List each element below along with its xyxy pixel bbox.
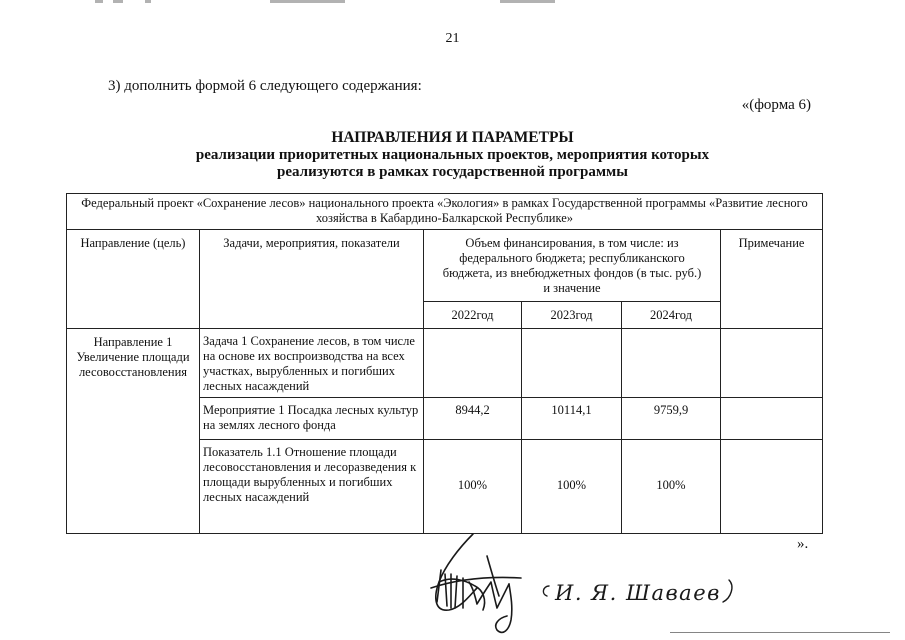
year-header-2022: 2022год xyxy=(424,301,522,328)
form-reference: «(форма 6) xyxy=(741,97,811,113)
table-row xyxy=(67,328,823,397)
scan-header-remnant xyxy=(95,0,555,6)
activity-cell: Мероприятие 1 Посадка лесных культур на землях лесного фонда xyxy=(200,397,424,439)
value-cell-2022 xyxy=(424,328,522,397)
value-cell-2023: 100% xyxy=(522,439,622,533)
indicator-cell: Показатель 1.1 Отношение площади лесовосстановления и лесоразведения к площади вырубленных и погибших лесных насаждений xyxy=(200,439,424,533)
table-row-project xyxy=(67,194,823,230)
note-cell xyxy=(721,439,823,533)
parameters-table xyxy=(66,193,823,534)
value-cell-2023 xyxy=(522,328,622,397)
title-subheading-line2: реализуются в рамках государственной программы xyxy=(277,164,628,180)
year-header-2023: 2023год xyxy=(522,301,622,328)
svg-text:И. Я. Шаваев: И. Я. Шаваев xyxy=(555,581,721,605)
value-cell-2022: 8944,2 xyxy=(424,397,522,439)
value-cell-2024: 9759,9 xyxy=(622,397,721,439)
column-header-funding: Объем финансирования, в том числе: из федерального бюджета; республиканского бюджета, из внебюджетных фондов (в тыс. руб.) и значение xyxy=(424,229,721,301)
value-cell-2022: 100% xyxy=(424,439,522,533)
table-header-row xyxy=(67,229,823,301)
column-header-note: Примечание xyxy=(721,229,823,328)
year-header-2024: 2024год xyxy=(622,301,721,328)
value-cell-2023: 10114,1 xyxy=(522,397,622,439)
intro-text: 3) дополнить формой 6 следующего содержания: xyxy=(108,78,422,94)
page-number: 21 xyxy=(445,31,460,46)
direction-cell: Направление 1 Увеличение площади лесовосстановления xyxy=(67,328,200,533)
closing-quote: ». xyxy=(797,536,809,552)
task-cell: Задача 1 Сохранение лесов, в том числе на основе их воспроизводства на всех участках, вырубленных и погибших лесных насаждений xyxy=(200,328,424,397)
value-cell-2024: 100% xyxy=(622,439,721,533)
note-cell xyxy=(721,397,823,439)
project-header-cell: Федеральный проект «Сохранение лесов» национального проекта «Экология» в рамках Государственной программы «Развитие лесного хозяйства в Кабардино-Балкарской Республике» xyxy=(67,194,823,230)
bottom-rule xyxy=(670,632,890,633)
handwritten-signature xyxy=(425,530,755,640)
title-heading: НАПРАВЛЕНИЯ И ПАРАМЕТРЫ xyxy=(331,129,574,146)
value-cell-2024 xyxy=(622,328,721,397)
note-cell xyxy=(721,328,823,397)
column-header-tasks: Задачи, мероприятия, показатели xyxy=(200,229,424,328)
column-header-direction: Направление (цель) xyxy=(67,229,200,328)
title-subheading-line1: реализации приоритетных национальных проектов, мероприятия которых xyxy=(195,147,710,163)
